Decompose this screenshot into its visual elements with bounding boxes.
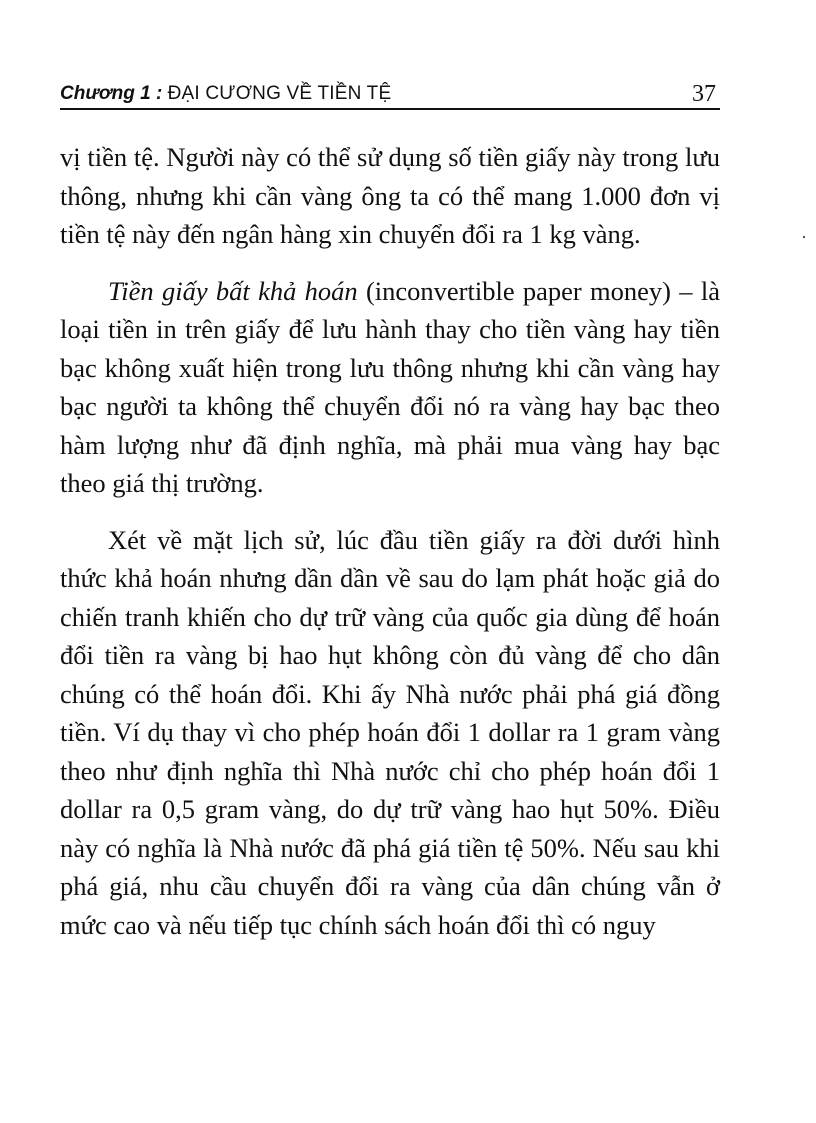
chapter-heading (60, 82, 391, 106)
definition-text: (inconvertible paper money) – là loại tiền in trên giấy để lưu hành thay cho tiền vàng hay tiền bạc không xuất hiện trong lưu thông nhưng khi cần vàng hay bạc người ta không thể chuyển đổi nó ra vàng hay bạc theo hàm lượng như đã định nghĩa, mà phải mua vàng hay bạc theo giá thị trường. (60, 275, 720, 498)
page-number: 37 (692, 81, 716, 107)
body-text (60, 138, 720, 944)
chapter-label: Chương 1 : (60, 83, 163, 104)
paragraph-history: Xét về mặt lịch sử, lúc đầu tiền giấy ra đời dưới hình thức khả hoán nhưng dần dần về sau do lạm phát hoặc giả do chiến tranh khiến cho dự trữ vàng của quốc gia dùng để hoán đổi tiền ra vàng bị hao hụt không còn đủ vàng để cho dân chúng có thể hoán đổi. Khi ấy Nhà nước phải phá giá đồng tiền. Ví dụ thay vì cho phép hoán đổi 1 dollar ra 1 gram vàng theo như định nghĩa thì Nhà nước chỉ cho phép hoán đổi 1 dollar ra 0,5 gram vàng, do dự trữ vàng hao hụt 50%. Điều này có nghĩa là Nhà nước đã phá giá tiền tệ 50%. Nếu sau khi phá giá, nhu cầu chuyển đổi ra vàng của dân chúng vẫn ở mức cao và nếu tiếp tục chính sách hoán đổi thì có nguy (60, 524, 720, 940)
scan-speck (803, 236, 805, 238)
paragraph-inconvertible-money (60, 272, 720, 503)
running-header (60, 82, 720, 110)
paragraph-continuation: vị tiền tệ. Người này có thể sử dụng số tiền giấy này trong lưu thông, nhưng khi cần vàng ông ta có thể mang 1.000 đơn vị tiền tệ này đến ngân hàng xin chuyển đổi ra 1 kg vàng. (60, 142, 720, 249)
book-page (60, 82, 720, 962)
chapter-title: ĐẠI CƯƠNG VỀ TIỀN TỆ (167, 83, 392, 104)
defined-term: Tiền giấy bất khả hoán (108, 275, 358, 306)
